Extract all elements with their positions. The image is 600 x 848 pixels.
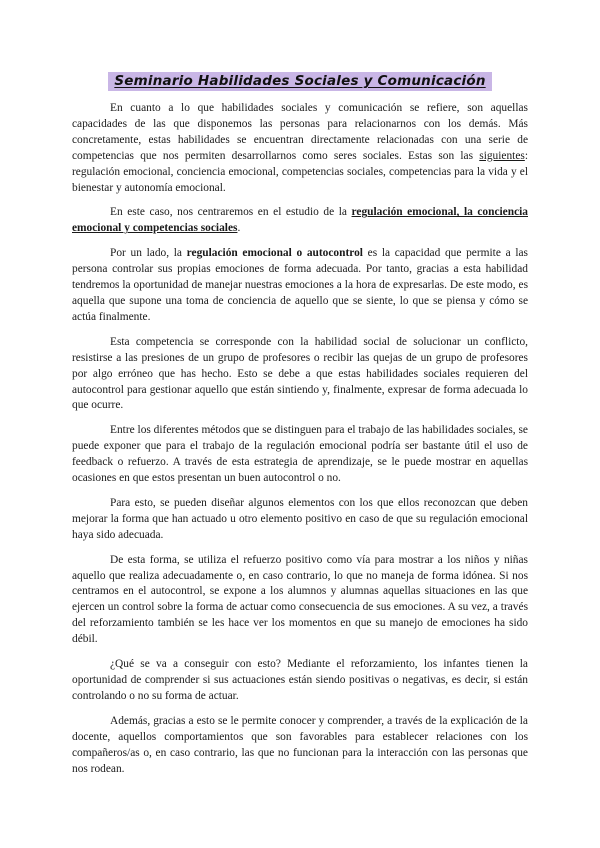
paragraph-intro	[72, 101, 528, 196]
paragraph-regulation	[72, 246, 528, 326]
paragraph-design: Para esto, se pueden diseñar algunos elementos con los que ellos reconozcan que deben mejorar la forma que han actuado u otro elemento positivo en caso de que su regulación emocional haya sido adecuada.	[72, 496, 528, 541]
p1-underlined-word: siguientes	[479, 149, 525, 162]
paragraph-reinforcement: De esta forma, se utiliza el refuerzo positivo como vía para mostrar a los niños y niñas aquello que realiza adecuadamente o, en caso contrario, lo que no maneja de forma idónea. Si nos centramos en el autocontrol, se expone a los alumnos y alumnas aquellas situaciones en las que ejercen un control sobre la forma de actuar como consecuencia de sus emociones. A su vez, a través del reforzamiento también se les hace ver los momentos en que su manejo de emociones ha sido débil.	[72, 553, 528, 646]
paragraph-conclusion: Además, gracias a esto se le permite conocer y comprender, a través de la explicación de la docente, aquellos comportamientos que son favorables para establecer relaciones con los compañeros/as o, en caso contrario, las que no funcionan para la interacción con las personas que nos rodean.	[72, 714, 528, 775]
document-title: Seminario Habilidades Sociales y Comunicación	[108, 72, 491, 91]
title-wrap	[72, 72, 528, 91]
p1-text-a: En cuanto a lo que habilidades sociales y comunicación se refiere, son aquellas capacidades de las que disponemos las personas para relacionarnos con los demás. Más concretamente, estas habilidades se encuentran directamente relacionadas con una serie de competencias que nos permiten desarrollarnos como seres sociales. Estas son las	[72, 102, 528, 162]
p3-text-b: es la capacidad que permite a las persona controlar sus propias emociones de forma adecuada. Por tanto, gracias a esta habilidad tendremos la oportunidad de manejar nuestras emociones a la hora de expresarlas. De este modo, es aquella que supone una toma de conciencia de aquello que se siente, lo que se piensa y cómo se actúa finalmente.	[72, 247, 528, 323]
paragraph-focus	[72, 205, 528, 237]
p2-bold-underlined: regulación emocional, la conciencia emocional y competencias sociales	[72, 206, 528, 235]
p1-text-b: : regulación emocional, conciencia emocional, competencias sociales, competencias para la vida y el bienestar y autonomía emocional.	[72, 149, 528, 194]
paragraph-competence: Esta competencia se corresponde con la habilidad social de solucionar un conflicto, resistirse a las presiones de un grupo de profesores o recibir las quejas de un grupo de profesores por algo erróneo que has hecho. Esto se debe a que estas habilidades sociales requieren del autocontrol para gestionar aquello que están sintiendo y, finalmente, expresar de forma adecuada lo que ocurre.	[72, 335, 528, 412]
p2-text-b: .	[237, 222, 241, 235]
paragraph-question: ¿Qué se va a conseguir con esto? Mediante el reforzamiento, los infantes tienen la oportunidad de comprender si sus actuaciones están siendo positivas o negativas, es decir, si están controlando o no su forma de actuar.	[72, 658, 528, 702]
p3-text-a: Por un lado, la	[110, 247, 187, 260]
paragraph-methods: Entre los diferentes métodos que se distinguen para el trabajo de las habilidades sociales, se puede exponer que para el trabajo de la regulación emocional podría ser bastante útil el uso de feedback o refuerzo. A través de esta estrategia de aprendizaje, se le puede mostrar en aquellas ocasiones en que estos presentan un buen autocontrol o no.	[72, 424, 528, 485]
p3-bold: regulación emocional o autocontrol	[186, 247, 363, 260]
p2-text-a: En este caso, nos centraremos en el estudio de la	[110, 206, 352, 219]
